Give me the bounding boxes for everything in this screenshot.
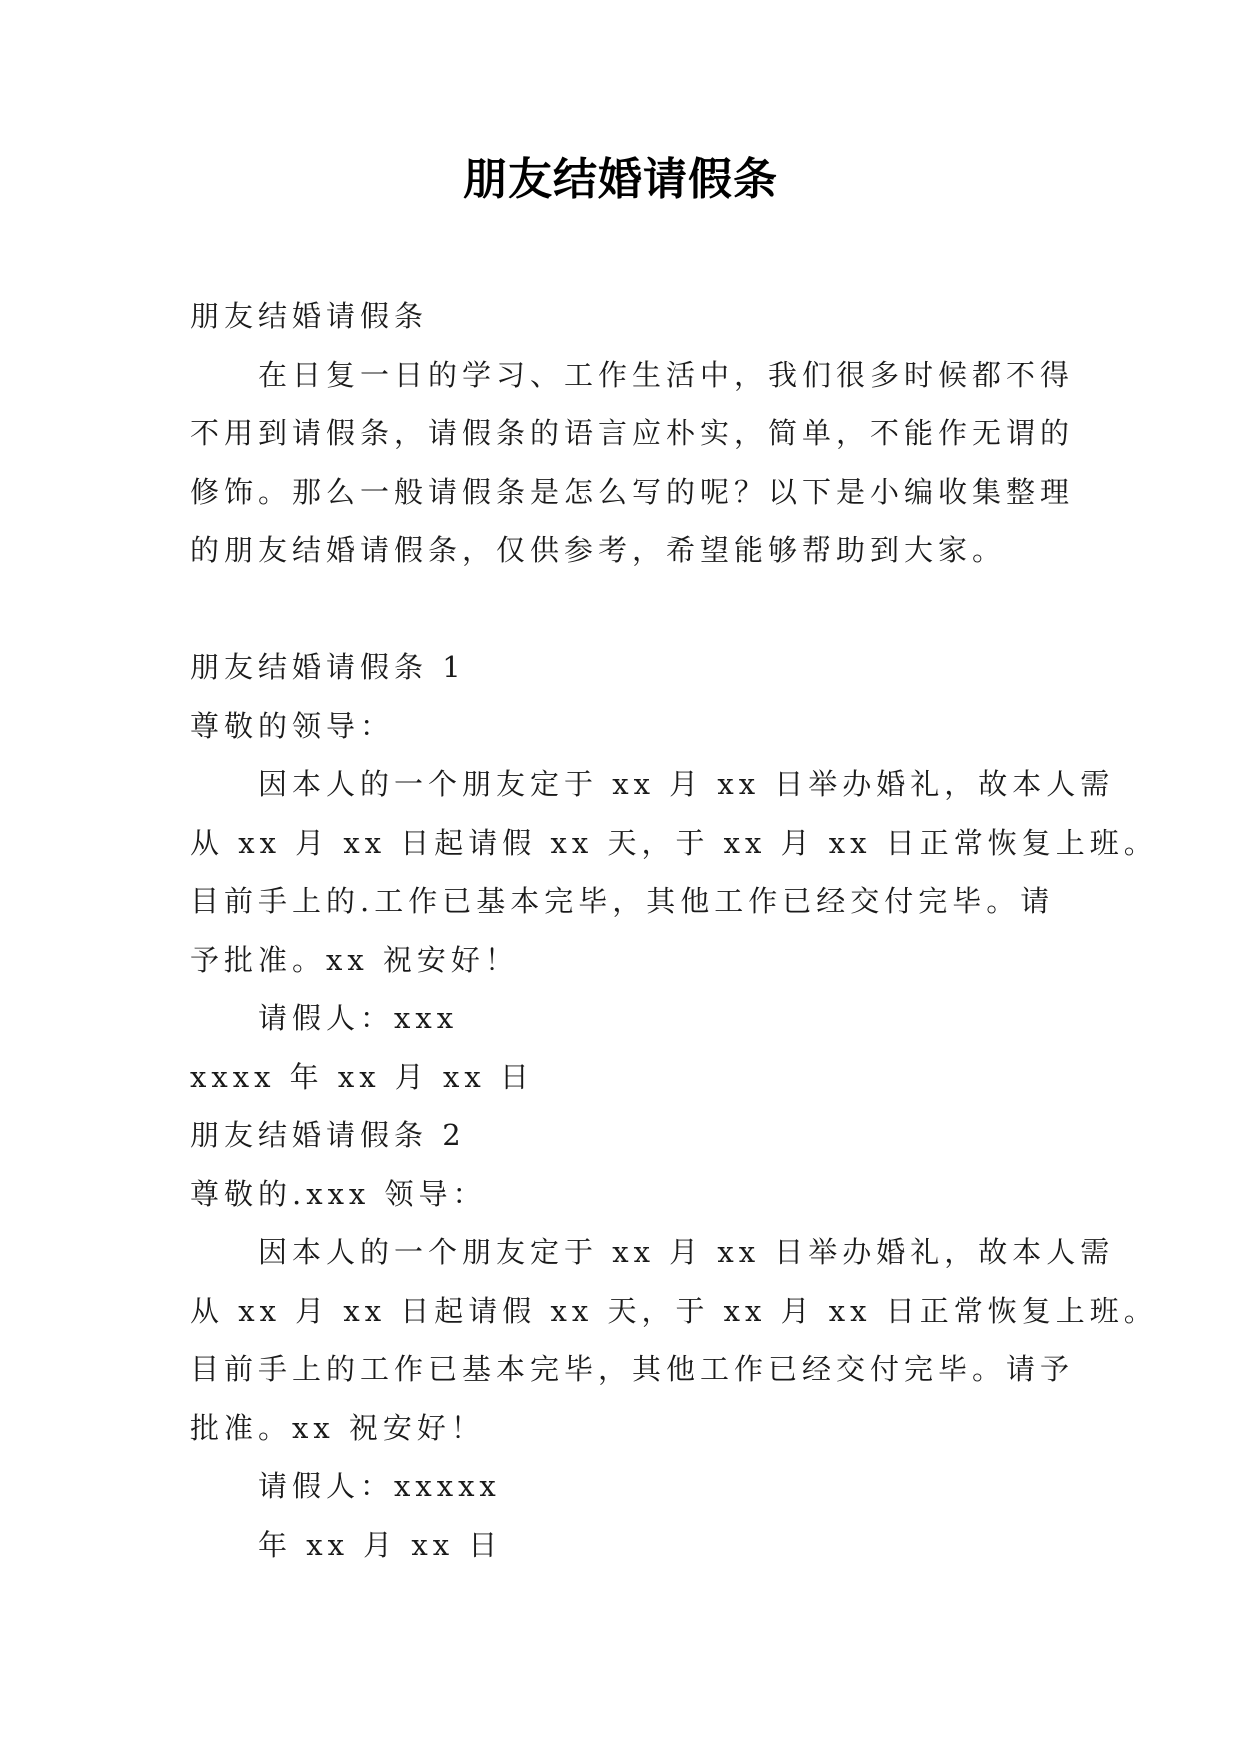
paragraph-gap [190, 580, 1056, 639]
note1-line: 目前手上的.工作已基本完毕，其他工作已经交付完毕。请 [190, 884, 1055, 918]
note1-line: 予批准。xx 祝安好！ [190, 942, 519, 977]
intro-line: 在日复一日的学习、工作生活中，我们很多时候都不得 [258, 357, 1075, 392]
note1-salutation: 尊敬的领导： [190, 708, 395, 743]
intro-line: 不用到请假条，请假条的语言应朴实，简单，不能作无谓的 [190, 416, 1075, 450]
note1-heading: 朋友结婚请假条 1 [190, 650, 466, 684]
note1-signer: 请假人：xxx [258, 1001, 459, 1035]
note2-line: 目前手上的工作已基本完毕，其他工作已经交付完毕。请予 [190, 1352, 1075, 1386]
document-body [190, 287, 1158, 1574]
note1-date: xxxx 年 xx 月 xx 日 [190, 1059, 534, 1094]
note2-line: 因本人的一个朋友定于 xx 月 xx 日举办婚礼，故本人需 [258, 1235, 1115, 1269]
note1-line: 从 xx 月 xx 日起请假 xx 天，于 xx 月 xx 日正常恢复上班。 [190, 825, 1158, 860]
note2-signer: 请假人：xxxxx [258, 1469, 501, 1503]
intro-heading: 朋友结婚请假条 [190, 299, 429, 333]
note2-heading: 朋友结婚请假条 2 [190, 1118, 466, 1152]
note1-line: 因本人的一个朋友定于 xx 月 xx 日举办婚礼，故本人需 [258, 767, 1115, 801]
intro-line: 的朋友结婚请假条，仅供参考，希望能够帮助到大家。 [190, 533, 1007, 567]
note2-salutation: 尊敬的.xxx 领导： [190, 1176, 487, 1211]
note2-line: 从 xx 月 xx 日起请假 xx 天，于 xx 月 xx 日正常恢复上班。 [190, 1293, 1158, 1328]
intro-line: 修饰。那么一般请假条是怎么写的呢？以下是小编收集整理 [190, 474, 1075, 509]
note2-line: 批准。xx 祝安好！ [190, 1410, 485, 1445]
page-title: 朋友结婚请假条 [463, 154, 778, 205]
note2-date: 年 xx 月 xx 日 [258, 1527, 503, 1562]
